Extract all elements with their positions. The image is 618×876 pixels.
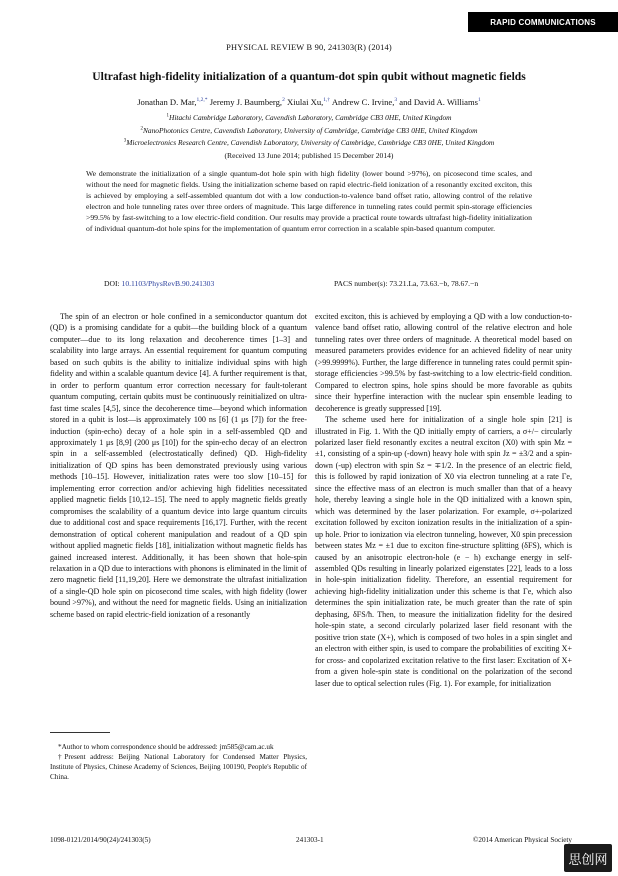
affiliation-1: $^1$Hitachi Cambridge Laboratory, Cavendish Laboratory, Cambridge CB3 0HE, United Kingdom	[166, 113, 452, 122]
rapid-communications-banner: RAPID COMMUNICATIONS	[468, 12, 618, 32]
abstract: We demonstrate the initialization of a single quantum-dot hole spin with high fidelity (lower bound >97%), on picosecond time scales, and without the need for magnetic fields. Using the initialization scheme based on rapid electric-field ionization of a resonantly excited exciton, this is achieved by employing a self-assembled quantum dot with a low conduction-to-valence band offset ratio, allowing control of the relative electron and hole tunneling rates over three orders of magnitude. This large difference in tunneling rates could permit spin-storage efficiencies >99.5% by fast-switching to a low electric-field condition. Our results may provide a practical route towards ultrafast high-fidelity initialization of individual quantum-dot hole spins for the implementation of quantum error correction in a scalable spin-based quantum computer.	[86, 169, 532, 233]
paper-title: Ultrafast high-fidelity initialization of a quantum-dot spin qubit without magnetic fields	[92, 70, 526, 83]
received-dates: (Received 13 June 2014; published 15 December 2014)	[224, 151, 394, 160]
affiliation-2: $^2$NanoPhotonics Centre, Cavendish Laboratory, University of Cambridge, Cambridge CB3 0HE, United Kingdom	[140, 126, 478, 135]
author-affiliation-mark[interactable]: 1,2,*	[196, 97, 208, 104]
pacs-numbers: PACS number(s): 73.21.La, 73.63.−b, 78.67.−n	[334, 279, 479, 288]
author-affiliation-mark[interactable]: 1	[478, 97, 481, 104]
author-list	[0, 97, 618, 107]
author-affiliation-mark[interactable]: 2	[282, 97, 285, 104]
left-column	[50, 311, 307, 620]
body-paragraph: The scheme used here for initialization of a single hole spin [21] is illustrated in Fig. 1. With the QD initially empty of carriers, a σ+/− circularly polarized laser field resonantly excites a neutral exciton (X0) with spin Mz = ±1, consisting of a spin-up (-down) heavy hole with spin Jz = ±3/2 and a spin-down (-up) electron with spin Sz = ∓1/2. In the presence of an electric field, this is followed by rapid ionization of X0 via electron tunneling at a rate Γe, since the effective mass of an electron is much smaller than that of a heavy hole, thereby leaving a single hole in the QD initialized with a known spin, which was determined by the laser polarization. For example, σ+-polarized excitation followed by exciton ionization results in the initialization of a spin-up hole. Prior to ionization via electron tunneling, however, X0 spin precession between states Mz = ±1 due to exciton fine-structure splitting (δFS), which is caused by an anisotropic electron-hole (e − h) exchange energy in self-assembled QDs resulting in linearly polarized eigenstates [22], leads to a loss in hole-spin initialization fidelity. Therefore, an essential requirement for achieving high-fidelity initialization under this scheme is that Γe, which also determines the spin initialization rate, be much greater than the rate of spin dephasing, δFS/ħ. Then, to measure the initialization fidelity for the desired hole-spin state, a second circularly polarized laser field resonant with the positive trion state (X+), which is composed of two holes in a spin singlet and an electron with either spin, is used to compare the probabilities of exciting X+ for cross- and copolarized excitation relative to the first laser: Excitation of X+ from a given hole-spin state is conditional on the polarization of the second laser due to optical selection rules (Fig. 1). For example, for initialization	[315, 415, 572, 688]
author-affiliation-mark[interactable]: 1,†	[323, 97, 331, 104]
footer-issn: 1098-0121/2014/90(24)/241303(5)	[50, 836, 151, 844]
body-paragraph: The spin of an electron or hole confined in a semiconductor quantum dot (QD) is a promising candidate for a qubit—the building block of a quantum computer—due to its long relaxation and decoherence times [1–3] and scalability into large arrays. An essential requirement for quantum computing based on such qubits is the ability to initialize individual spins with high fidelity and within a scalable quantum device [4]. A further requirement is that, in order to perform quantum error correction necessary for fault-tolerant quantum computing, certain qubits must be continuously reinitialized on ultra-fast time scales [4,5], since the decoherence time—beyond which information stored in a qubit is lost—is approximately 100 ns [6] (1 μs [7]) for the free-induction (spin-echo) decay of a hole spin in a self-assembled QD and approximately 1 μs [8,9] (200 μs [10]) for the spin-echo decay of an electron spin in a self-assembled (electrostatically defined) QD. High-fidelity initialization of QD spins has been demonstrated previously using various methods [10–15]. However, initialization rates were too slow [10–15] for implementing error correction and/or achieving high fidelities necessitated applied magnetic fields [10,12–15]. The need to apply magnetic fields greatly compromises the scalability of a quantum device into large quantum circuits due to additional cost and space requirements [16,17]. Further, with the recent demonstration of optical coherent manipulation and readout of a QD spin without applied magnetic fields [18], initialization without magnetic fields has gained increased interest. Additionally, it has been shown that hole-spin relaxation in a QD due to interactions with phonons is eliminated in the limit of zero magnetic field [11,19,20]. Here we demonstrate the ultrafast initialization of a single-QD hole spin on picosecond time scales, with high fidelity (lower bound >97%), and without the need for magnetic fields. Using an initialization scheme based on rapid electric-field ionization of a resonantly	[50, 312, 307, 619]
footnote-divider	[50, 732, 110, 733]
doi: DOI: 10.1103/PhysRevB.90.241303	[104, 279, 215, 288]
footer-page-number: 241303-1	[296, 836, 324, 844]
body-paragraph: excited exciton, this is achieved by employing a QD with a low conduction-to-valence band offset ratio, allowing control of the relative electron and hole tunneling rates over three orders of magnitude. A theoretical model based on measured parameters provides evidence for an achieved fidelity of near unity (>99.9999%). Further, the large difference in tunneling rates could permit spin-storage efficiencies >99.5% by fast-switching to a low electric-field condition. Compared to electron spins, hole spins should be more favorable as qubits since their hyperfine interaction with the nuclear spin ensemble leading to decoherence is greatly suppressed [19].	[315, 312, 572, 413]
footnote-present-address: †Present address: Beijing National Laboratory for Condensed Matter Physics, Institute of Physics, Chinese Academy of Sciences, Beijing 100190, People's Republic of China.	[50, 753, 307, 781]
footer-copyright: ©2014 American Physical Society	[472, 836, 572, 844]
doi-link[interactable]: 10.1103/PhysRevB.90.241303	[121, 279, 215, 288]
author-affiliation-mark[interactable]: 3	[394, 97, 398, 104]
journal-header: PHYSICAL REVIEW B 90, 241303(R) (2014)	[226, 43, 392, 52]
watermark-logo: 思创网	[564, 844, 612, 872]
affiliation-3: $^3$Microelectronics Research Centre, Cavendish Laboratory, University of Cambridge, Cambridge CB3 0HE, United Kingdom	[123, 138, 495, 147]
author-name: Xiulai Xu,	[287, 97, 324, 107]
footnote-correspondence: *Author to whom correspondence should be addressed: jm585@cam.ac.uk	[58, 743, 274, 751]
author-name: Jonathan D. Mar,	[137, 97, 197, 107]
author-name: Andrew C. Irvine,	[331, 97, 395, 107]
footnotes	[50, 742, 307, 782]
author-name: and David A. Williams	[399, 97, 479, 107]
right-column	[315, 311, 572, 689]
author-name: Jeremy J. Baumberg,	[209, 97, 283, 107]
